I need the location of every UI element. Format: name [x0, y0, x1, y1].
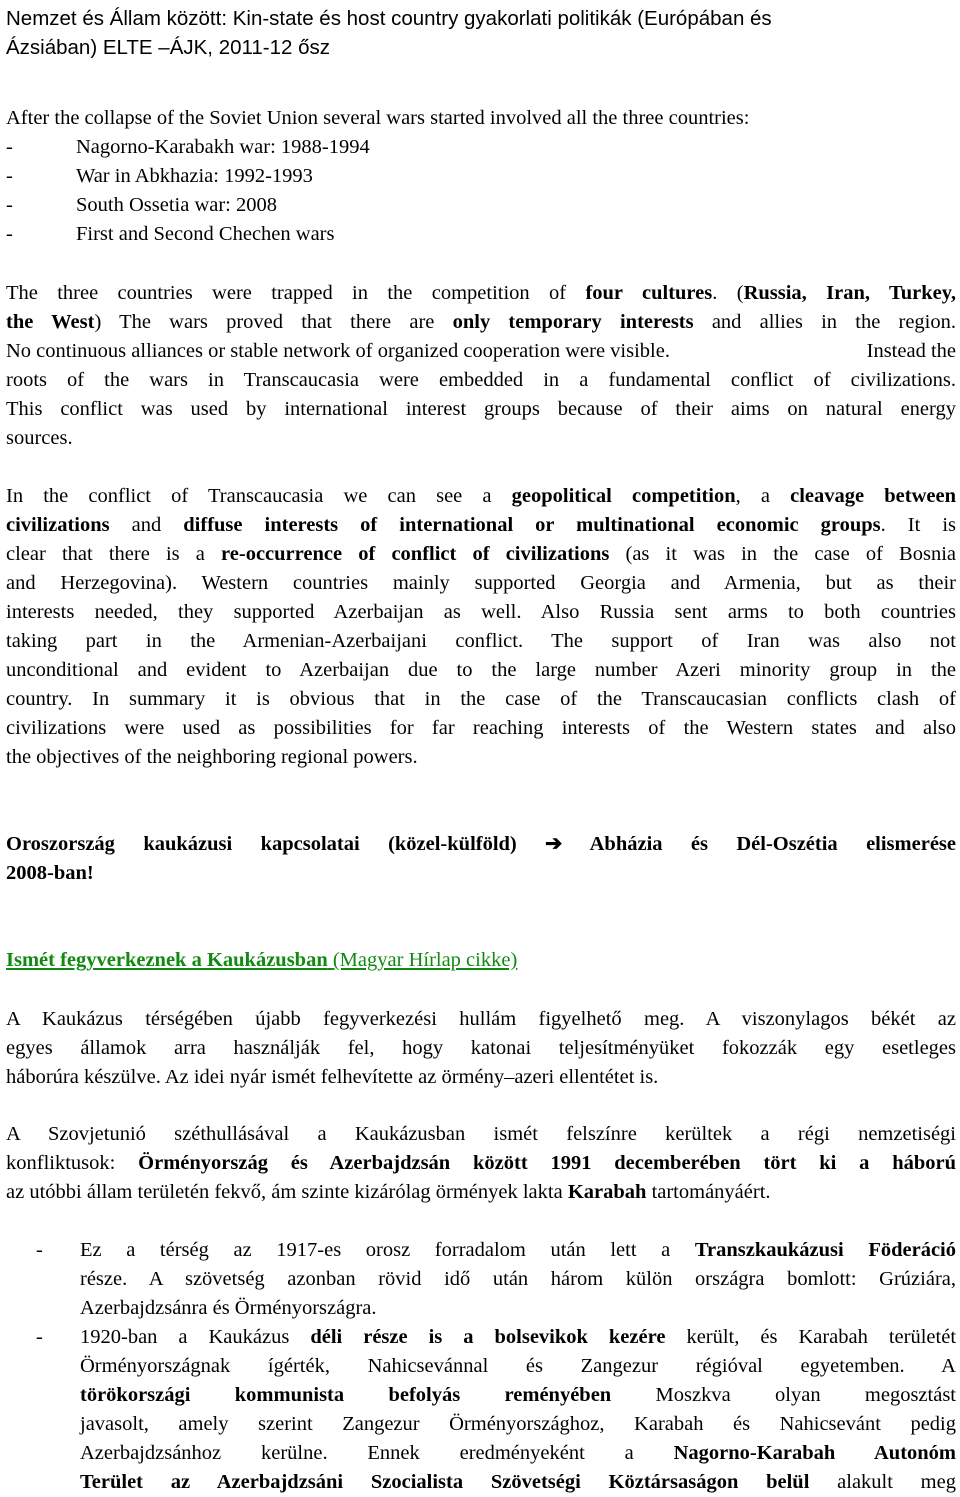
paragraph-armament: A Kaukázus térségében újabb fegyverkezési hullám figyelhető meg. A viszonylagos békét az egyes államok arra használják fel, hogy katonai teljesítményüket fokozzák egy esetleges háborúra készülve. Az idei nyár ismét felhevítette az örmény–azeri ellentétet is. — [6, 1008, 956, 1088]
war-item: - War in Abkhazia: 1992-1993 — [6, 165, 313, 187]
header-line-2: Ázsiában) ELTE –ÁJK, 2011-12 ősz — [6, 36, 330, 59]
paragraph-cultures: The three countries were trapped in the competition of four cultures. (Russia, Iran, Turkey, the West) The wars proved that there are only temporary interests and allies in the region. No continuous alliances or stable network of organized cooperation were visible. Instead the roots of the wars in Transcaucasia were embedded in a fundamental conflict of civilizations. This conflict was used by international interest groups because of their aims on natural energy sources. — [6, 282, 957, 449]
history-bullet-list — [6, 1236, 956, 1497]
header-line-1: Nemzet és Állam között: Kin-state és host country gyakorlati politikák (Európában és — [6, 7, 772, 30]
arrow-right-icon: ➔ — [545, 833, 563, 855]
article-source-link[interactable]: (Magyar Hírlap cikke) — [332, 949, 518, 971]
war-item: - South Ossetia war: 2008 — [6, 194, 277, 216]
wars-section — [6, 104, 956, 249]
list-item: - 1920-ban a Kaukázus déli része is a bolsevikok kezére került, és Karabah területét Örményországnak ígérték, Nahicsevánnal és Zangezur régióval egyetemben. A törökországi kommunista befolyás reményében Moszkva olyan megosztást javasolt, amely szerint Zangezur Örményországhoz, Karabah és Nahicsevánt pedig Azerbajdzsánhoz kerülne. Ennek eredményeként a Nagorno-Karabah Autonóm Terület az Azerbajdzsáni Szocialista Szövetségi Köztársaságon belül alakult meg — [36, 1326, 957, 1493]
war-item: - First and Second Chechen wars — [6, 223, 335, 245]
war-item: - Nagorno-Karabakh war: 1988-1994 — [6, 136, 370, 158]
page-header — [6, 4, 952, 62]
article-title-link[interactable]: Ismét fegyverkeznek a Kaukázusban — [6, 949, 328, 971]
section-heading-russia: Oroszország kaukázusi kapcsolatai (közel-külföld) ➔ Abházia és Dél-Oszétia elismerése 2008-ban! — [6, 833, 956, 884]
paragraph-transcaucasia: In the conflict of Transcaucasia we can see a geopolitical competition, a cleavage between civilizations and diffuse interests of international or multinational economic groups. It is clear that there is a re-occurrence of conflict of civilizations (as it was in the case of Bosnia and Herzegovina). Western countries mainly supported Georgia and Armenia, but as their interests needed, they supported Azerbaijan as well. Also Russia sent arms to both countries taking part in the Armenian-Azerbaijani conflict. The support of Iran was also not unconditional and evident to Azerbaijan due to the large number Azeri minority group in the country. In summary it is obvious that in the case of the Transcaucasian conflicts clash of civilizations were used as possibilities for far reaching interests of the Western states and also the objectives of the neighboring regional powers. — [6, 485, 956, 768]
paragraph-soviet-collapse: A Szovjetunió széthullásával a Kaukázusban ismét felszínre kerültek a régi nemzetiségi konfliktusok: Örményország és Azerbajdzsán között 1991 decemberében tört ki a háború az utóbbi állam területén fekvő, ám szinte kizárólag örmények lakta Karabah tartományáért. — [6, 1123, 956, 1203]
article-link-line — [6, 946, 956, 975]
list-item: - Ez a térség az 1917-es orosz forradalom után lett a Transzkaukázusi Föderáció része. A szövetség azonban rövid idő után három külön országra bomlott: Grúziára, Azerbajdzsánra és Örményországra. — [36, 1239, 956, 1319]
intro-line: After the collapse of the Soviet Union several wars started involved all the three countries: — [6, 107, 750, 129]
